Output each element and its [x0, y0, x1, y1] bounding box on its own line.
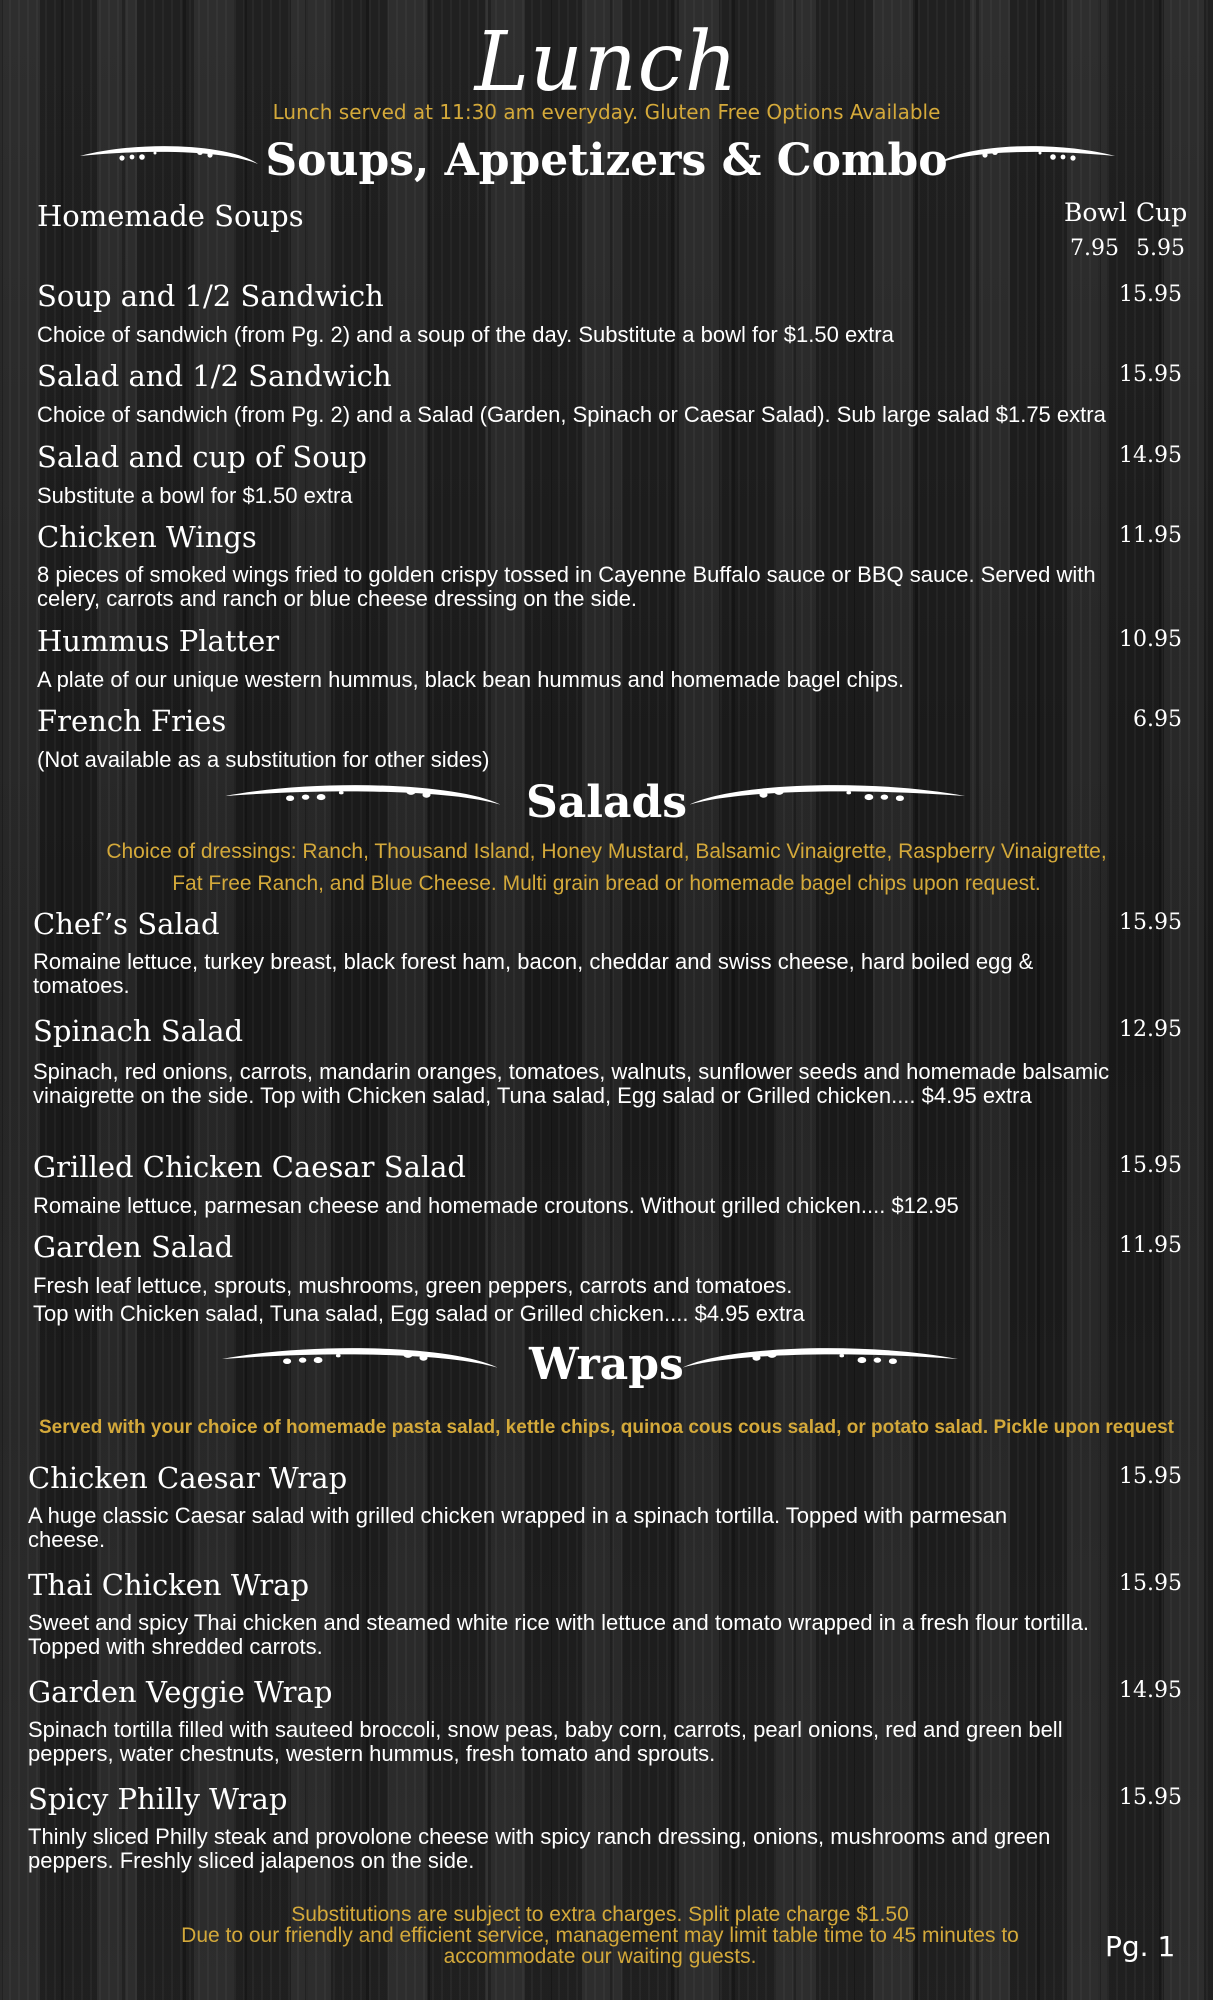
item-price: 15.95 — [1119, 910, 1182, 935]
item-name-homemade-soups: Homemade Soups — [37, 199, 304, 233]
item-description: Choice of sandwich (from Pg. 2) and a Salad (Garden, Spinach or Caesar Salad). Sub large salad $1.75 extra — [37, 402, 1106, 427]
item-price: 11.95 — [1119, 523, 1182, 548]
item-price: 15.95 — [1119, 1464, 1182, 1489]
item-price: 15.95 — [1119, 362, 1182, 387]
cup-price: 5.95 — [1136, 236, 1185, 261]
item-price: 10.95 — [1119, 627, 1182, 652]
item-name: Chicken Caesar Wrap — [28, 1461, 348, 1495]
dressings-note-line-2: Fat Free Ranch, and Blue Cheese. Multi grain bread or homemade bagel chips upon request. — [172, 872, 1041, 895]
item-name: Spicy Philly Wrap — [28, 1782, 288, 1816]
item-price: 6.95 — [1133, 707, 1182, 732]
item-description: 8 pieces of smoked wings fried to golden crispy tossed in Cayenne Buffalo sauce or BBQ sauce. Served with celery, carrots and ranch or blue cheese dressing on the side. — [37, 562, 1096, 611]
item-description: A huge classic Caesar salad with grilled chicken wrapped in a spinach tortilla. Topped with parmesan cheese. — [28, 1503, 1008, 1552]
item-price: 14.95 — [1119, 1678, 1182, 1703]
item-price: 15.95 — [1119, 1153, 1182, 1178]
footer-table-time-note-cont: accommodate our waiting guests. — [443, 1945, 757, 1968]
item-description: Romaine lettuce, turkey breast, black forest ham, bacon, cheddar and swiss cheese, hard boiled egg & tomatoes. — [33, 949, 1034, 998]
item-name: Salad and 1/2 Sandwich — [37, 359, 392, 393]
item-description-line-2: Top with Chicken salad, Tuna salad, Egg salad or Grilled chicken.... $4.95 extra — [33, 1301, 805, 1326]
item-description: A plate of our unique western hummus, black bean hummus and homemade bagel chips. — [37, 667, 905, 692]
item-name: Soup and 1/2 Sandwich — [37, 279, 384, 313]
item-name: Thai Chicken Wrap — [28, 1568, 310, 1602]
footer-table-time-note: Due to our friendly and efficient service, management may limit table time to 45 minutes to — [181, 1924, 1019, 1947]
lunch-hours-note: Lunch served at 11:30 am everyday. Gluten Free Options Available — [272, 100, 941, 124]
item-name: French Fries — [37, 704, 227, 738]
item-price: 15.95 — [1119, 1571, 1182, 1596]
section-heading-wraps: Wraps — [529, 1339, 684, 1390]
item-description: (Not available as a substitution for other sides) — [37, 747, 490, 772]
item-description: Spinach tortilla filled with sauteed broccoli, snow peas, baby corn, carrots, pearl onions, red and green bell peppers, water chestnuts, western hummus, fresh tomato and sprouts. — [28, 1717, 1063, 1766]
item-price: 12.95 — [1119, 1017, 1182, 1042]
section-heading-salads: Salads — [525, 777, 688, 828]
page-number: Pg. 1 — [1105, 1930, 1176, 1963]
footer-substitutions-note: Substitutions are subject to extra charges. Split plate charge $1.50 — [291, 1903, 909, 1926]
item-price: 11.95 — [1119, 1233, 1182, 1258]
item-price: 15.95 — [1119, 282, 1182, 307]
item-description-line-1: Fresh leaf lettuce, sprouts, mushrooms, green peppers, carrots and tomatoes. — [33, 1273, 793, 1298]
item-name: Garden Veggie Wrap — [28, 1675, 333, 1709]
item-name: Salad and cup of Soup — [37, 440, 367, 474]
item-description: Spinach, red onions, carrots, mandarin oranges, tomatoes, walnuts, sunflower seeds and homemade balsamic vinaigrette on the side. Top with Chicken salad, Tuna salad, Egg salad or Grilled chicken.... $4.95 extra — [33, 1059, 1110, 1108]
item-description: Choice of sandwich (from Pg. 2) and a soup of the day. Substitute a bowl for $1.50 extra — [37, 322, 894, 347]
dressings-note-line-1: Choice of dressings: Ranch, Thousand Island, Honey Mustard, Balsamic Vinaigrette, Raspberry Vinaigrette, — [106, 840, 1107, 863]
bowl-price: 7.95 — [1070, 236, 1119, 261]
item-description: Romaine lettuce, parmesan cheese and homemade croutons. Without grilled chicken.... $12.95 — [33, 1193, 959, 1218]
bowl-label: Bowl — [1064, 198, 1127, 227]
cup-label: Cup — [1136, 198, 1188, 227]
wraps-sides-note: Served with your choice of homemade pasta salad, kettle chips, quinoa cous cous salad, or potato salad. Pickle upon request — [38, 1417, 1175, 1438]
item-description: Substitute a bowl for $1.50 extra — [37, 483, 353, 508]
item-name: Chef’s Salad — [33, 907, 220, 941]
item-name: Spinach Salad — [33, 1014, 244, 1048]
item-description: Sweet and spicy Thai chicken and steamed white rice with lettuce and tomato wrapped in a fresh flour tortilla. Topped with shredded carrots. — [28, 1610, 1090, 1659]
section-heading-soups: Soups, Appetizers & Combo — [265, 135, 948, 186]
item-price: 15.95 — [1119, 1785, 1182, 1810]
item-price: 14.95 — [1119, 443, 1182, 468]
item-name: Garden Salad — [33, 1230, 234, 1264]
item-name: Chicken Wings — [37, 520, 257, 554]
item-description: Thinly sliced Philly steak and provolone cheese with spicy ranch dressing, onions, mushrooms and green peppers. Freshly sliced jalapenos on the side. — [28, 1824, 1051, 1873]
item-name: Hummus Platter — [37, 624, 280, 658]
item-name: Grilled Chicken Caesar Salad — [33, 1150, 466, 1184]
menu-title: Lunch — [474, 15, 739, 110]
